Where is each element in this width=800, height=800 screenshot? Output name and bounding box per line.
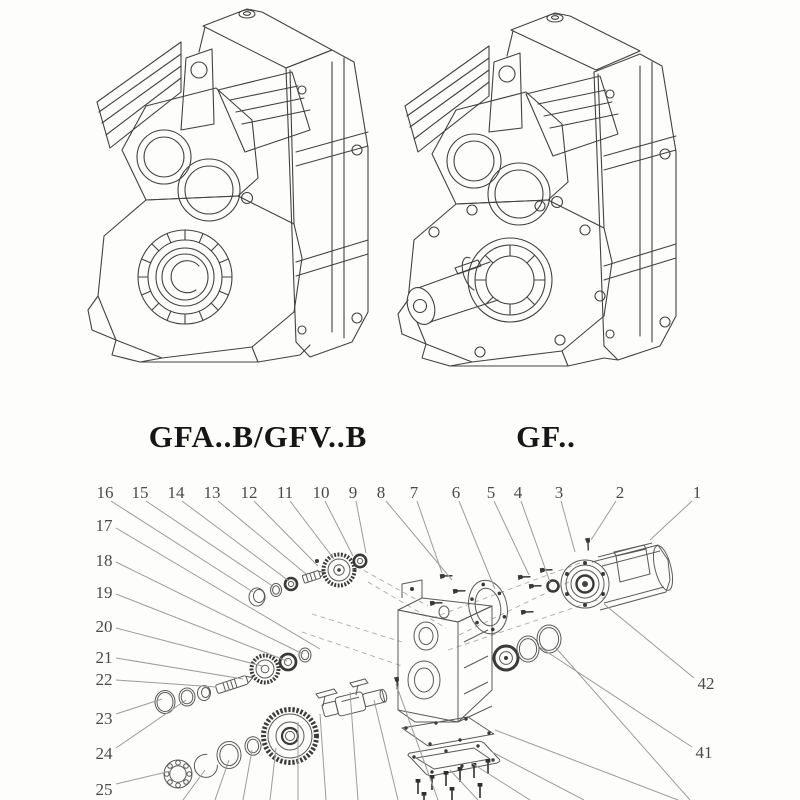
pin	[315, 559, 319, 563]
leader-line-11	[290, 501, 334, 559]
bottom-cover	[408, 741, 500, 800]
shaft-keys	[316, 679, 368, 706]
leader-line-8	[386, 501, 452, 580]
right-model-label: GF..	[516, 419, 576, 454]
leader-line-42	[604, 604, 694, 678]
callout-4: 4	[513, 483, 523, 502]
rib-fins-mid	[526, 76, 618, 156]
leader-line-offpage	[556, 648, 690, 800]
left-model-label: GFA..B/GFV..B	[148, 419, 368, 454]
leader-line-offpage	[374, 700, 398, 800]
leader-line-offpage	[320, 714, 326, 800]
leader-line-15	[146, 501, 274, 587]
assembly-bolts	[393, 538, 593, 690]
callout-numbers	[96, 483, 715, 799]
leader-line-offpage	[495, 730, 678, 800]
callout-2: 2	[615, 483, 625, 502]
seal-ring	[217, 742, 241, 769]
callout-20: 20	[95, 617, 113, 636]
leader-line-5	[494, 501, 529, 575]
exploded-diagram	[96, 483, 715, 800]
bearing-cage	[138, 230, 232, 324]
bearing	[280, 654, 296, 670]
callout-9: 9	[348, 483, 358, 502]
right-gearbox-drawing	[398, 13, 676, 366]
callout-8: 8	[376, 483, 386, 502]
top-slab	[203, 9, 332, 68]
callout-22: 22	[95, 670, 113, 689]
leader-line-2	[591, 501, 616, 540]
snap-ring	[517, 636, 539, 662]
motor-body	[592, 545, 670, 610]
left-gearbox-drawing	[88, 9, 368, 362]
callout-3: 3	[554, 483, 564, 502]
leader-line-21	[116, 658, 243, 679]
callout-14: 14	[167, 483, 185, 502]
assembly-axis-lines	[302, 563, 606, 666]
callout-12: 12	[240, 483, 258, 502]
upper-bore-2	[178, 159, 240, 221]
callout-13: 13	[203, 483, 221, 502]
leader-line-22	[116, 680, 216, 687]
callout-7: 7	[409, 483, 419, 502]
callout-15: 15	[131, 483, 149, 502]
leader-lines	[111, 501, 694, 800]
shaft-end	[402, 284, 439, 329]
lower-bore	[408, 661, 440, 699]
lock-nut	[354, 555, 366, 567]
circlip	[190, 751, 220, 782]
callout-11: 11	[276, 483, 294, 502]
leader-line-offpage	[350, 692, 358, 800]
spacer-ring	[537, 625, 561, 653]
leader-line-6	[459, 501, 495, 589]
leader-line-1	[650, 501, 692, 540]
input-gear	[324, 555, 355, 586]
mount-ear	[489, 53, 522, 132]
keyway	[455, 260, 481, 274]
callout-17: 17	[95, 516, 113, 535]
callout-18: 18	[95, 551, 113, 570]
base-feet	[88, 296, 310, 362]
callout-10: 10	[312, 483, 330, 502]
leader-line-20	[116, 628, 262, 666]
leader-line-18	[116, 562, 303, 654]
callout-41: 41	[695, 743, 713, 762]
callout-5: 5	[486, 483, 496, 502]
rib-fins-left	[97, 42, 181, 148]
callout-24: 24	[95, 744, 113, 763]
intermediate-gear	[252, 656, 279, 683]
leader-line-7	[417, 501, 442, 573]
small-bearing	[548, 581, 559, 592]
callout-1: 1	[692, 483, 702, 502]
leader-line-24	[116, 700, 186, 748]
leader-line-23	[116, 699, 162, 714]
leader-line-25	[116, 771, 171, 784]
callout-19: 19	[95, 583, 113, 602]
upper-bore-1	[137, 130, 191, 184]
callout-6: 6	[451, 483, 461, 502]
input-bore-face	[432, 92, 568, 225]
hollow-shaft-face	[98, 70, 302, 358]
output-gear	[264, 710, 317, 763]
side-slab	[594, 54, 676, 360]
output-shaft	[402, 257, 498, 328]
leader-line-offpage	[470, 762, 530, 800]
rib-fins-left	[405, 46, 489, 152]
terminal-box	[614, 545, 650, 582]
leader-line-12	[254, 501, 318, 566]
upper-bore	[414, 622, 438, 650]
adapter-flange	[464, 577, 512, 638]
leader-line-offpage	[243, 750, 252, 800]
input-shaft-parts	[249, 555, 366, 607]
leader-line-41	[538, 646, 692, 747]
leader-line-3	[561, 501, 575, 552]
side-slab	[286, 50, 368, 357]
leader-line-4	[521, 501, 550, 582]
callout-16: 16	[96, 483, 114, 502]
intermediate-shaft-parts	[155, 648, 311, 714]
rib-fins-mid	[218, 72, 310, 152]
leader-line-14	[182, 501, 289, 581]
leader-line-10	[325, 501, 353, 556]
motor-assembly	[561, 543, 676, 610]
threaded-shaft	[215, 673, 254, 693]
ear-hole	[499, 66, 515, 82]
callout-25: 25	[95, 780, 113, 799]
ear-hole	[191, 62, 207, 78]
callout-42: 42	[697, 674, 715, 693]
callout-21: 21	[95, 648, 113, 667]
leader-line-16	[111, 501, 253, 592]
callout-23: 23	[95, 709, 113, 728]
leader-line-9	[356, 501, 366, 553]
ball-bearing	[164, 760, 192, 788]
